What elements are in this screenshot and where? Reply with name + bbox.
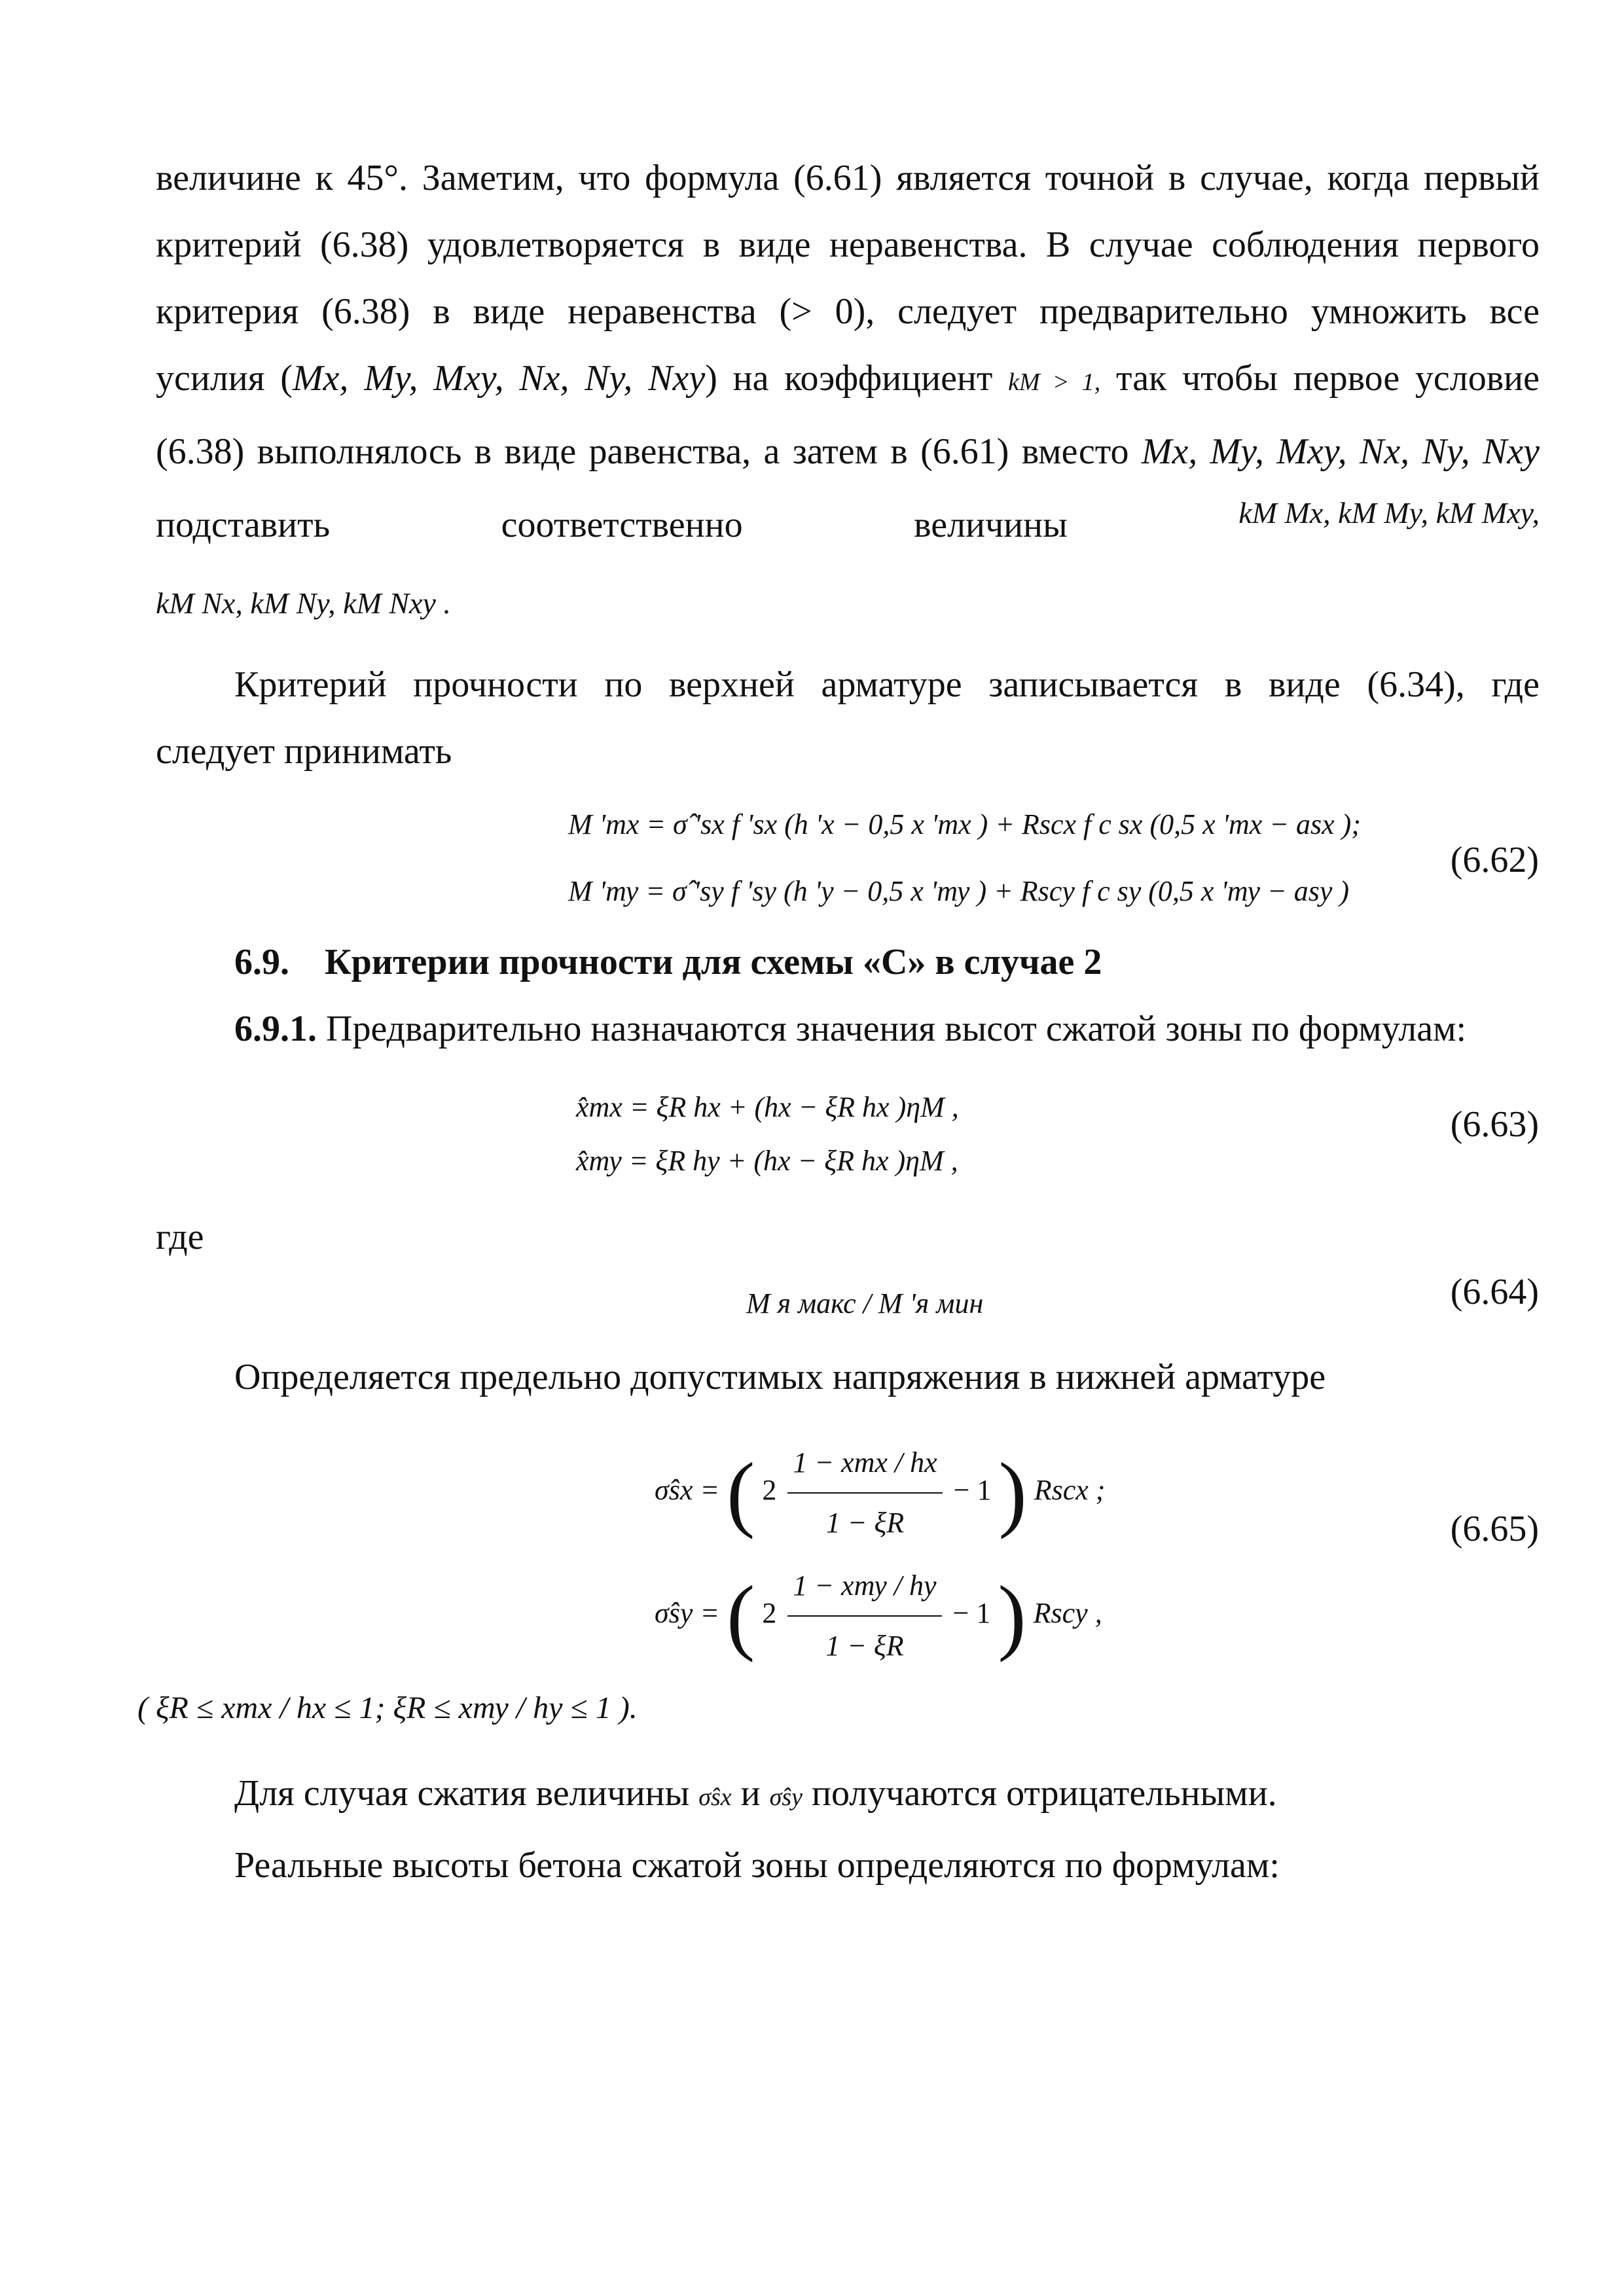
paragraph-line [156, 419, 1540, 484]
forces-list: Mx, My, Mxy, Nx, Ny, Nxy [1141, 431, 1540, 472]
where-word: где [156, 1217, 204, 1257]
numerator: 1 − xтх / hx [787, 1433, 942, 1494]
forces-list: Mx, My, Mxy, Nx, Ny, Nxy [292, 358, 706, 399]
equation-number: (6.64) [1450, 1272, 1539, 1312]
equation-lhs: σ̂sx = [655, 1474, 720, 1507]
inline-formula: kM Nx, kM Ny, kM Nxy . [156, 586, 451, 620]
minus-one: − 1 [952, 1597, 991, 1630]
item-text: Предварительно назначаются значения высот сжатой зоны по формулам: [326, 1009, 1467, 1049]
text-fragment: Для случая сжатия величины [234, 1773, 690, 1814]
section-number: 6.9. [234, 942, 289, 982]
denominator: 1 − ξR [825, 1630, 904, 1662]
equation-rest: Rscy , [1033, 1597, 1102, 1630]
left-paren: ( [727, 1569, 755, 1663]
paragraph-line [234, 1761, 1540, 1830]
text-fragment: получаются отрицательными. [812, 1773, 1277, 1814]
paragraph-line: Критерий прочности по верхней арматуре записывается в виде (6.34), где [234, 664, 1540, 705]
paragraph-line: критерия (6.38) в виде неравенства (> 0), следует предварительно умножить все [156, 291, 1540, 332]
text-fragment: так чтобы первое условие [1116, 358, 1540, 399]
paragraph-line: следует принимать [156, 731, 452, 772]
text-fragment: усилия ( [156, 358, 293, 399]
section-heading [234, 929, 1102, 995]
equation-line: x̂ту = ξR hy + (hx − ξR hx )ηM , [576, 1145, 958, 1177]
right-paren: ) [998, 1569, 1026, 1663]
coefficient: 2 [762, 1597, 777, 1630]
equation-number: (6.62) [1450, 840, 1539, 880]
text-fragment: (6.38) выполнялось в виде равенства, а затем в (6.61) вместо [156, 431, 1129, 472]
word: подставить [156, 505, 331, 545]
equation-line [655, 1556, 1102, 1676]
coefficient-formula: kM > 1, [1008, 368, 1101, 396]
paragraph-line: Определяется предельно допустимых напряжения в нижней арматуре [234, 1357, 1326, 1397]
word: величины [914, 505, 1068, 545]
text-fragment: и [740, 1773, 761, 1814]
paragraph-line: Реальные высоты бетона сжатой зоны определяются по формулам: [234, 1845, 1280, 1886]
section-title: Критерии прочности для схемы «С» в случае 2 [325, 942, 1102, 982]
sigma-sx: σ̂sx [698, 1784, 732, 1811]
paragraph-line: величине к 45°. Заметим, что формула (6.61) является точной в случае, когда первый [156, 158, 1540, 198]
item-number: 6.9.1. [234, 1009, 317, 1049]
equation-line: M 'тх = σ̂ 'sx f 'sx (h 'x − 0,5 x 'тх ) + Rscx f c sx (0,5 x 'тх − asx ); [568, 808, 1361, 840]
paragraph-line [234, 996, 1540, 1062]
equation-line: M 'ту = σ̂ 'sy f 'sy (h 'y − 0,5 x 'ту ) + Rscy f c sy (0,5 x 'ту − asy ) [568, 875, 1350, 907]
left-paren: ( [727, 1446, 755, 1540]
equation-rest: Rscx ; [1034, 1474, 1106, 1507]
equation-lhs: σ̂sy = [655, 1597, 720, 1630]
condition-line: ( ξR ≤ xтх / hx ≤ 1; ξR ≤ xту / hy ≤ 1 ). [137, 1691, 638, 1725]
paragraph-line: критерий (6.38) удовлетворяется в виде неравенства. В случае соблюдения первого [156, 224, 1540, 265]
word: соответственно [501, 505, 743, 545]
paragraph-line [156, 492, 1540, 558]
denominator: 1 − ξR [825, 1507, 905, 1539]
right-paren: ) [998, 1446, 1027, 1540]
equation-line: x̂тх = ξR hx + (hx − ξR hx )ηM , [576, 1091, 959, 1123]
paragraph-line [156, 346, 1540, 415]
equation-line: M я макс / M 'я мин [746, 1287, 984, 1319]
equation-number: (6.63) [1450, 1104, 1539, 1145]
minus-one: − 1 [953, 1474, 992, 1507]
numerator: 1 − xту / hy [787, 1556, 941, 1617]
fraction [787, 1433, 942, 1552]
inline-formula: kM Mx, kM My, kM Mxy, [1238, 496, 1540, 529]
coefficient: 2 [762, 1474, 777, 1507]
equation-line [655, 1433, 1105, 1552]
fraction [787, 1556, 941, 1676]
text-fragment: ) на коэффициент [705, 358, 993, 399]
equation-number: (6.65) [1450, 1509, 1539, 1549]
sigma-sy: σ̂sy [769, 1784, 803, 1811]
